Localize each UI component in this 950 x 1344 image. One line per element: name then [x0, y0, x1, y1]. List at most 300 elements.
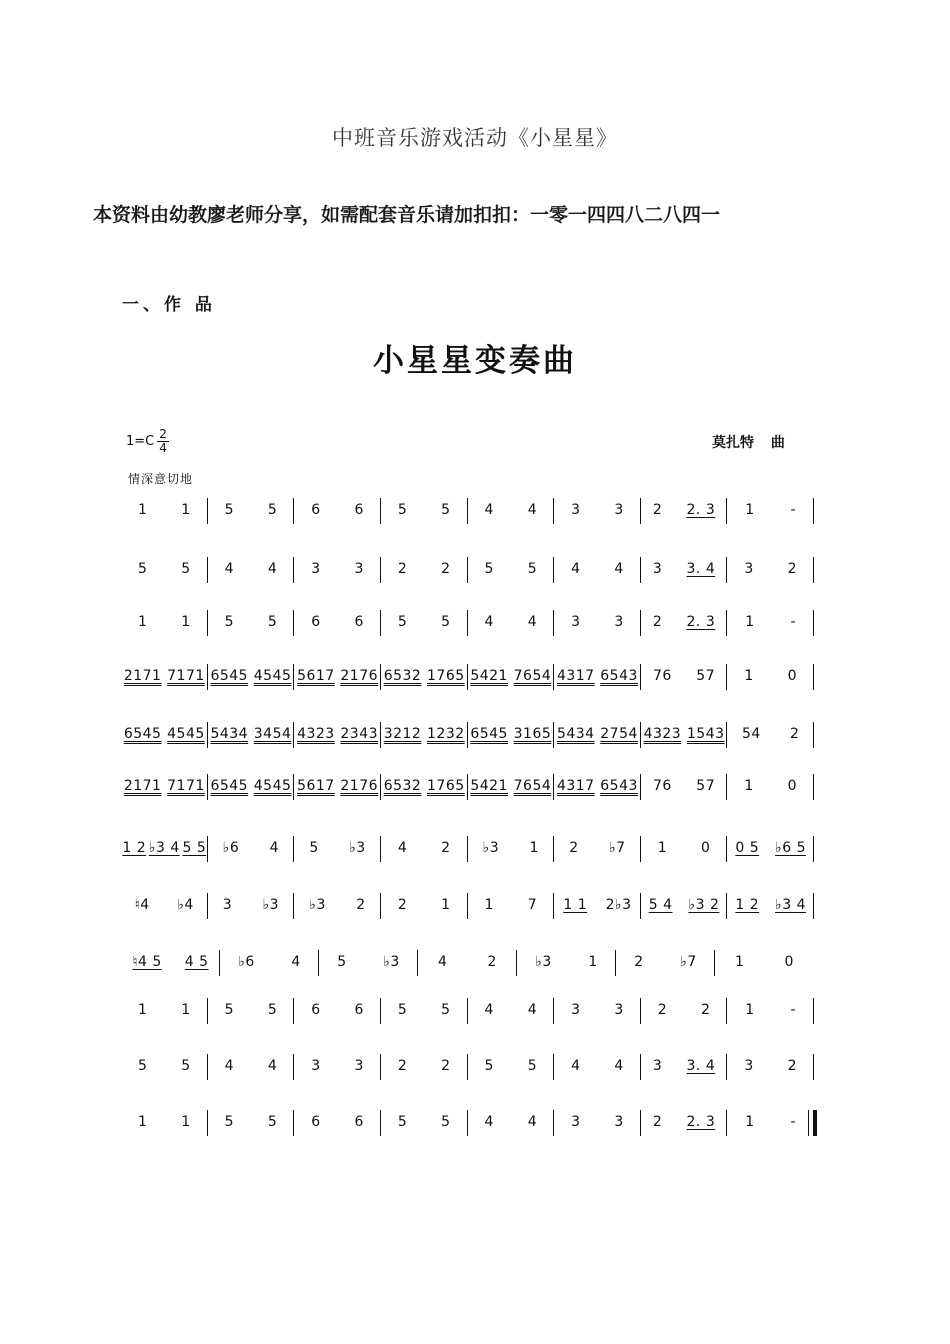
score-row	[121, 1102, 814, 1142]
score-note: 1	[137, 614, 148, 630]
score-measure	[641, 766, 728, 806]
score-measure	[294, 602, 381, 642]
score-measure	[468, 602, 555, 642]
score-note: 2	[652, 614, 663, 630]
score-measure	[727, 490, 814, 530]
score-note: 6545	[210, 668, 249, 684]
score-note: 2176	[340, 668, 379, 684]
score-note: 7	[527, 897, 538, 913]
score-note: 4	[484, 1114, 494, 1130]
score-measure	[208, 885, 295, 925]
score-measure	[381, 990, 468, 1030]
score-note: 5	[267, 614, 278, 630]
score-measure	[121, 942, 220, 982]
score-note: 2343	[340, 726, 379, 742]
score-note: 76	[652, 668, 672, 684]
score-measure	[727, 549, 814, 589]
score-note: ♮4	[134, 897, 150, 913]
score-note: 5617	[297, 778, 335, 794]
score-note: ♭6	[238, 954, 255, 970]
score-note: 1543	[686, 726, 725, 742]
score-measure	[468, 885, 555, 925]
score-note: 5	[441, 1114, 451, 1130]
score-note: 1	[181, 502, 191, 518]
score-measure	[381, 602, 468, 642]
score-measure	[121, 490, 208, 530]
score-note: ♭3	[262, 897, 280, 913]
score-note: 0	[787, 668, 798, 684]
score-note: 6	[311, 1114, 321, 1130]
score-note: 3	[744, 561, 754, 577]
score-note: 6	[354, 1114, 364, 1130]
score-note: 5	[484, 561, 494, 577]
score-note: 1 2	[122, 840, 147, 856]
score-measure	[727, 990, 814, 1030]
score-measure	[554, 766, 641, 806]
score-note: 5	[337, 954, 347, 970]
score-note: ♮4 5	[132, 954, 162, 970]
score-note: 4	[527, 614, 538, 630]
bar-line	[813, 774, 814, 800]
score-note: 5	[224, 614, 234, 630]
score-measure	[727, 1046, 814, 1086]
bar-line	[813, 1110, 817, 1136]
score-note: 3	[652, 561, 663, 577]
score-note: 3	[614, 614, 624, 630]
score-note: 1	[181, 1002, 191, 1018]
score-measure	[381, 490, 468, 530]
score-note: 0	[701, 840, 711, 856]
score-row	[121, 602, 814, 642]
score-note: 2171	[123, 778, 162, 794]
score-measure	[121, 828, 208, 868]
score-measure	[121, 1046, 208, 1086]
score-measure	[468, 549, 555, 589]
score-note: ♭3	[482, 840, 500, 856]
score-note: 3212	[383, 726, 422, 742]
score-measure	[381, 766, 468, 806]
score-measure	[294, 990, 381, 1030]
score-measure	[641, 602, 728, 642]
score-note: 3. 4	[686, 1058, 716, 1074]
score-note: 1 2	[735, 897, 760, 913]
score-measure	[294, 1102, 381, 1142]
score-measure	[554, 828, 641, 868]
score-measure	[381, 549, 468, 589]
score-note: 4	[267, 1058, 278, 1074]
score-note: 4	[224, 1058, 234, 1074]
time-top: 2	[159, 427, 167, 441]
score-row	[121, 766, 814, 806]
score-note: 5	[397, 1114, 408, 1130]
score-measure	[727, 714, 814, 754]
score-note: 1	[181, 614, 191, 630]
score-note: 76	[652, 778, 672, 794]
score-note: 5434	[556, 726, 595, 742]
score-note: ♭3	[383, 954, 400, 970]
score-row	[121, 990, 814, 1030]
score-measure	[641, 828, 728, 868]
score-measure	[727, 656, 814, 696]
score-note: 6543	[600, 778, 638, 794]
score-note: -	[790, 502, 797, 518]
score-note: 5	[181, 1058, 191, 1074]
score-note: 1	[744, 778, 754, 794]
score-note: 3	[571, 502, 581, 518]
score-note: 2	[701, 1002, 711, 1018]
score-note: 54	[741, 726, 761, 742]
score-note: 0	[784, 954, 794, 970]
score-note: 4	[527, 502, 538, 518]
score-measure	[220, 942, 319, 982]
bar-line	[813, 557, 814, 583]
score-measure	[554, 990, 641, 1030]
score-measure	[468, 1102, 555, 1142]
score-note: ♭3	[309, 897, 326, 913]
bar-line	[813, 610, 814, 636]
score-measure	[554, 1046, 641, 1086]
score-note: 5	[137, 561, 148, 577]
score-note: 5	[224, 1002, 234, 1018]
bar-line	[813, 893, 814, 919]
score-note: 6543	[600, 668, 638, 684]
score-measure	[319, 942, 418, 982]
score-note: 3	[571, 1114, 581, 1130]
score-note: 5	[137, 1058, 148, 1074]
score-note: 2	[441, 561, 451, 577]
score-row	[121, 828, 814, 868]
score-note: 1	[657, 840, 668, 856]
score-measure	[517, 942, 616, 982]
score-note: 3. 4	[686, 561, 716, 577]
key-label: 1=C	[126, 434, 155, 449]
score-note: 4	[527, 1002, 538, 1018]
score-note: 3	[354, 1058, 364, 1074]
score-note: 5	[181, 561, 191, 577]
score-note: ♭3 2	[688, 897, 720, 913]
score-note: 5	[267, 1002, 278, 1018]
score-note: 4	[484, 502, 494, 518]
score-note: -	[790, 1114, 797, 1130]
score-note: 1	[529, 840, 539, 856]
score-row	[121, 656, 814, 696]
score-note: 7171	[167, 668, 205, 684]
score-note: -	[790, 1002, 797, 1018]
score-note: 4	[224, 561, 234, 577]
bar-line	[813, 664, 814, 690]
score-note: 5434	[210, 726, 249, 742]
score-note: 57	[696, 778, 716, 794]
score-measure	[554, 490, 641, 530]
score-note: 1	[588, 954, 598, 970]
score-note: 3	[614, 1002, 624, 1018]
score-note: 5	[527, 561, 538, 577]
score-measure	[727, 828, 814, 868]
score-note: 2	[652, 502, 663, 518]
score-note: 2	[441, 840, 451, 856]
score-note: 4545	[167, 726, 205, 742]
score-note: 3	[311, 561, 321, 577]
score-note: 2	[397, 897, 408, 913]
score-note: 6	[311, 614, 321, 630]
score-note: 3	[652, 1058, 663, 1074]
score-measure	[208, 828, 295, 868]
score-note: 5	[309, 840, 319, 856]
score-measure	[208, 490, 295, 530]
score-measure	[294, 885, 381, 925]
score-measure	[121, 766, 208, 806]
score-row	[121, 1046, 814, 1086]
score-note: 1765	[427, 778, 465, 794]
score-note: 4	[484, 1002, 494, 1018]
score-measure	[727, 602, 814, 642]
score-note: -	[790, 614, 797, 630]
score-note: ♭3 4	[148, 840, 180, 856]
score-note: 2	[634, 954, 644, 970]
score-note: 4545	[253, 668, 292, 684]
score-note: 5	[441, 502, 451, 518]
score-note: ♭3	[349, 840, 366, 856]
score-note: 4	[269, 840, 280, 856]
score-measure	[381, 714, 468, 754]
score-note: 4323	[297, 726, 335, 742]
score-note: 5	[397, 614, 408, 630]
score-measure	[641, 714, 728, 754]
score-note: 7654	[513, 778, 552, 794]
score-note: 5421	[470, 778, 508, 794]
score-note: 0	[787, 778, 798, 794]
score-note: 2171	[123, 668, 162, 684]
score-measure	[121, 1102, 208, 1142]
score-measure	[381, 828, 468, 868]
score-note: ♭6	[222, 840, 240, 856]
score-measure	[468, 656, 555, 696]
score-measure	[208, 990, 295, 1030]
score-note: 4	[291, 954, 301, 970]
score-measure	[121, 885, 208, 925]
score-note: 3454	[253, 726, 292, 742]
score-note: 2. 3	[686, 1114, 716, 1130]
score-note: ♭3	[535, 954, 552, 970]
score-measure	[208, 549, 295, 589]
score-row	[121, 885, 814, 925]
score-note: 4	[438, 954, 448, 970]
score-measure	[294, 490, 381, 530]
score-note: 2	[787, 1058, 798, 1074]
score-note: 2♭3	[605, 897, 632, 913]
score-note: 6545	[210, 778, 249, 794]
score-measure	[208, 602, 295, 642]
score-note: 2176	[340, 778, 379, 794]
score-measure	[727, 766, 814, 806]
score-note: 1	[137, 502, 148, 518]
score-measure	[208, 1046, 295, 1086]
score-measure	[381, 656, 468, 696]
score-note: 2754	[600, 726, 638, 742]
score-note: 5	[441, 1002, 451, 1018]
score-note: 1	[441, 897, 451, 913]
bar-line	[813, 1054, 814, 1080]
score-measure	[554, 714, 641, 754]
score-measure	[208, 656, 295, 696]
score-note: 5	[397, 502, 408, 518]
score-note: 2	[356, 897, 366, 913]
score-note: 4	[527, 1114, 538, 1130]
time-bottom: 4	[159, 441, 167, 455]
score-note: 3165	[513, 726, 552, 742]
score-measure	[554, 1102, 641, 1142]
score-note: 6	[354, 502, 364, 518]
score-measure	[554, 549, 641, 589]
score-note: 4317	[556, 778, 595, 794]
score-note: 3	[222, 897, 233, 913]
score-measure	[121, 656, 208, 696]
score-note: 2	[789, 726, 800, 742]
score-note: ♭6 5	[775, 840, 806, 856]
score-measure	[294, 828, 381, 868]
score-measure	[715, 942, 814, 982]
score-note: 5	[527, 1058, 538, 1074]
score-note: 3	[614, 1114, 624, 1130]
score-measure	[121, 549, 208, 589]
score-measure	[208, 1102, 295, 1142]
score-note: 3	[744, 1058, 754, 1074]
score-measure	[554, 656, 641, 696]
score-measure	[418, 942, 517, 982]
score-note: 2	[657, 1002, 668, 1018]
score-measure	[294, 766, 381, 806]
score-measure	[121, 990, 208, 1030]
score-measure	[468, 1046, 555, 1086]
score-note: 2	[441, 1058, 451, 1074]
score-note: 4	[614, 561, 624, 577]
score-note: 2. 3	[686, 614, 716, 630]
score-note: 6545	[470, 726, 508, 742]
score-measure	[208, 766, 295, 806]
score-note: 4317	[556, 668, 595, 684]
score-note: 1	[137, 1002, 148, 1018]
score-note: 5	[267, 502, 278, 518]
score-note: 5	[267, 1114, 278, 1130]
score-note: 5	[224, 502, 234, 518]
score-note: 4545	[253, 778, 292, 794]
score-measure	[727, 885, 814, 925]
score-note: 3	[571, 614, 581, 630]
score-note: 1	[181, 1114, 191, 1130]
score-note: 2. 3	[686, 502, 716, 518]
score-note: 4323	[643, 726, 682, 742]
score-measure	[554, 885, 641, 925]
score-measure	[294, 1046, 381, 1086]
score-note: 4	[614, 1058, 624, 1074]
score-note: ♭7	[609, 840, 626, 856]
score-note: 1 1	[563, 897, 588, 913]
score-note: 4	[397, 840, 408, 856]
score-measure	[294, 656, 381, 696]
score-note: 1	[744, 668, 754, 684]
score-measure	[294, 714, 381, 754]
score-measure	[294, 549, 381, 589]
score-note: ♭3 4	[775, 897, 806, 913]
score-row	[121, 549, 814, 589]
score-note: 1	[484, 897, 494, 913]
score-note: 2	[652, 1114, 663, 1130]
score-measure	[641, 656, 728, 696]
score-note: 5 4	[648, 897, 673, 913]
expression-mark: 情深意切地	[128, 472, 194, 486]
score-note: 6532	[383, 668, 422, 684]
score-measure	[641, 1102, 728, 1142]
bar-line	[813, 498, 814, 524]
score-note: 4 5	[184, 954, 209, 970]
score-note: 6	[354, 614, 364, 630]
bar-line	[813, 722, 814, 748]
score-note: 0 5	[735, 840, 760, 856]
score-note: ♭4	[177, 897, 194, 913]
score-note: 6545	[123, 726, 162, 742]
score-note: 2	[569, 840, 579, 856]
score-note: 57	[696, 668, 716, 684]
score-note: 5 5	[182, 840, 207, 856]
score-note: 2	[397, 1058, 408, 1074]
score-measure	[381, 885, 468, 925]
score-note: 2	[397, 561, 408, 577]
share-line: 本资料由幼教廖老师分享，如需配套音乐请加扣扣：一零一四四八二八四一	[93, 204, 721, 226]
section-heading: 一、作 品	[122, 295, 216, 315]
score-note: 5617	[297, 668, 335, 684]
score-note: 7654	[513, 668, 552, 684]
score-note: 1	[745, 1002, 755, 1018]
score-note: 5	[484, 1058, 494, 1074]
score-measure	[616, 942, 715, 982]
score-note: 6	[354, 1002, 364, 1018]
score-measure	[121, 602, 208, 642]
score-measure	[468, 490, 555, 530]
score-measure	[641, 885, 728, 925]
bar-line	[813, 836, 814, 862]
score-note: 6	[311, 1002, 321, 1018]
composer: 莫扎特 曲	[712, 435, 785, 451]
score-measure	[468, 828, 555, 868]
score-note: 4	[267, 561, 278, 577]
score-measure	[641, 1046, 728, 1086]
score-note: 3	[614, 502, 624, 518]
score-measure	[381, 1102, 468, 1142]
score-row	[121, 490, 814, 530]
score-note: 1	[735, 954, 745, 970]
score-measure	[641, 549, 728, 589]
score-note: 1765	[427, 668, 465, 684]
document-title: 中班音乐游戏活动《小星星》	[332, 126, 618, 150]
score-measure	[641, 490, 728, 530]
score-note: 3	[354, 561, 364, 577]
score-measure	[554, 602, 641, 642]
score-note: 1	[137, 1114, 148, 1130]
score-note: 6532	[383, 778, 422, 794]
score-note: 2	[787, 561, 798, 577]
score-note: 1232	[427, 726, 465, 742]
score-note: 3	[311, 1058, 321, 1074]
score-measure	[727, 1102, 814, 1142]
score-measure	[381, 1046, 468, 1086]
score-note: 1	[745, 502, 755, 518]
score-measure	[121, 714, 208, 754]
score-note: 2	[487, 954, 497, 970]
score-note: 7171	[167, 778, 205, 794]
score-note: 4	[484, 614, 494, 630]
score-measure	[641, 990, 728, 1030]
score-note: 1	[745, 1114, 755, 1130]
